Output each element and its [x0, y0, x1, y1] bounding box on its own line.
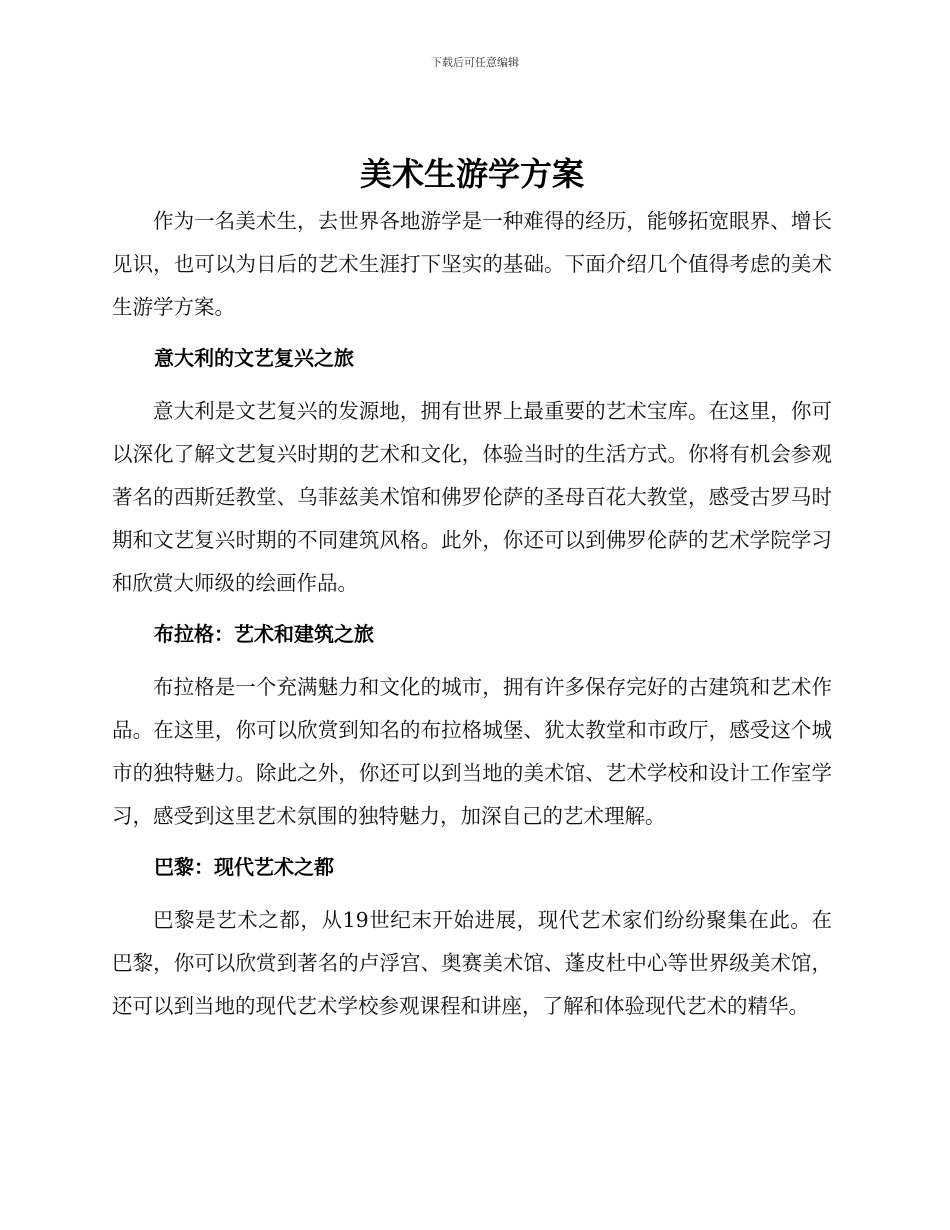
section-body-prague: 布拉格是一个充满魅力和文化的城市，拥有许多保存完好的古建筑和艺术作品。在这里，你可以欣赏到知名的布拉格城堡、犹太教堂和市政厅，感受这个城市的独特魅力。除此之外，你还可以到当地的美术馆、艺术学校和设计工作室学习，感受到这里艺术氛围的独特魅力，加深自己的艺术理解。	[112, 675, 832, 828]
section-body-italy: 意大利是文艺复兴的发源地，拥有世界上最重要的艺术宝库。在这里，你可以深化了解文艺复兴时期的艺术和文化，体验当时的生活方式。你将有机会参观著名的西斯廷教堂、乌菲兹美术馆和佛罗伦萨的圣母百花大教堂，感受古罗马时期和文艺复兴时期的不同建筑风格。此外，你还可以到佛罗伦萨的艺术学院学习和欣赏大师级的绘画作品。	[112, 399, 832, 595]
document-title: 美术生游学方案	[359, 155, 584, 193]
intro-paragraph: 作为一名美术生，去世界各地游学是一种难得的经历，能够拓宽眼界、增长见识，也可以为日后的艺术生涯打下坚实的基础。下面介绍几个值得考虑的美术生游学方案。	[112, 209, 832, 319]
section-heading-italy: 意大利的文艺复兴之旅	[154, 346, 354, 370]
document-body	[112, 150, 832, 1028]
section-heading-paris: 巴黎：现代艺术之都	[154, 855, 334, 879]
section-heading-prague: 布拉格：艺术和建筑之旅	[154, 622, 374, 646]
section-body-paris: 巴黎是艺术之都，从19世纪末开始进展，现代艺术家们纷纷聚集在此。在巴黎，你可以欣赏到著名的卢浮宫、奥赛美术馆、蓬皮杜中心等世界级美术馆，还可以到当地的现代艺术学校参观课程和讲座，了解和体验现代艺术的精华。	[112, 908, 832, 1018]
header-note: 下载后可任意编辑	[431, 56, 519, 69]
